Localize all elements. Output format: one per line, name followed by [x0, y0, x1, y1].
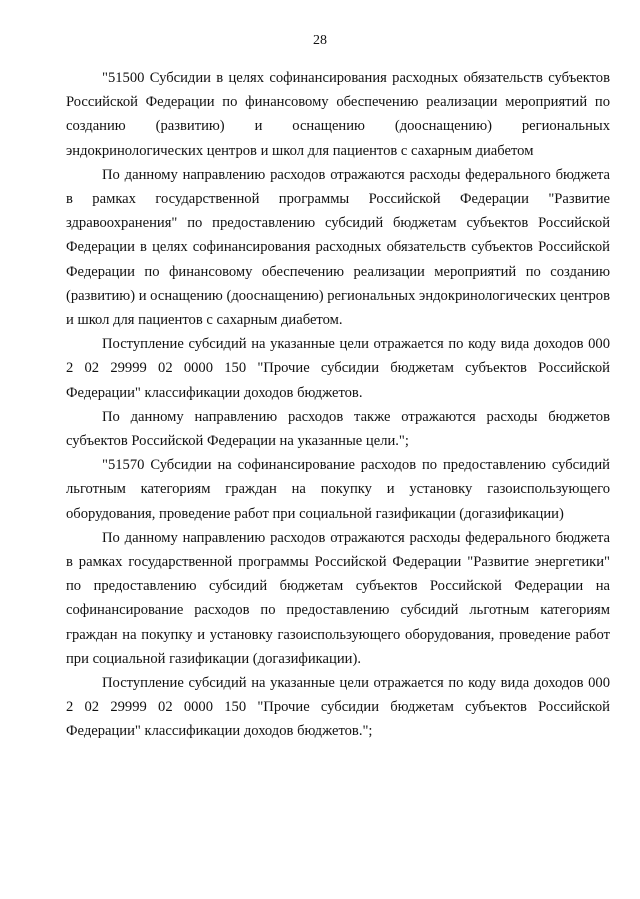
paragraph-51500-title: "51500 Субсидии в целях софинансирования расходных обязательств субъектов Российской Федерации по финансовому обеспечению реализации мероприятий по созданию (развитию) и оснащению (дооснащению) региональных эндокринологических центров и школ для пациентов с сахарным диабетом [66, 70, 610, 159]
page-number: 28 [313, 33, 327, 48]
paragraph-51500-description: По данному направлению расходов отражаются расходы федерального бюджета в рамках государственной программы Российской Федерации "Развитие здравоохранения" по предоставлению субсидий бюджетам субъектов Российской Федерации в целях софинансирования расходных обязательств субъектов Российской Федерации по финансовому обеспечению реализации мероприятий по созданию (развитию) и оснащению (дооснащению) региональных эндокринологических центров и школ для пациентов с сахарным диабетом. [66, 166, 610, 329]
paragraph-51570-description: По данному направлению расходов отражаются расходы федерального бюджета в рамках государственной программы Российской Федерации "Развитие энергетики" по предоставлению субсидий бюджетам субъектов Российской Федерации на софинансирование расходов по предоставлению субсидий льготным категориям граждан на покупку и установку газоиспользующего оборудования, проведение работ при социальной газификации (догазификации). [66, 529, 610, 667]
paragraph-51570-title: "51570 Субсидии на софинансирование расходов по предоставлению субсидий льготным категориям граждан на покупку и установку газоиспользующего оборудования, проведение работ при социальной газификации (догазификации) [66, 457, 610, 522]
document-body [66, 66, 610, 744]
paragraph-51500-income-code: Поступление субсидий на указанные цели отражается по коду вида доходов 000 2 02 29999 02 0000 150 "Прочие субсидии бюджетам субъектов Российской Федерации" классификации доходов бюджетов. [66, 336, 610, 401]
paragraph-51570-income-code: Поступление субсидий на указанные цели отражается по коду вида доходов 000 2 02 29999 02 0000 150 "Прочие субсидии бюджетам субъектов Российской Федерации" классификации доходов бюджетов."; [66, 675, 610, 740]
paragraph-51500-regional-expenses: По данному направлению расходов также отражаются расходы бюджетов субъектов Российской Федерации на указанные цели."; [66, 408, 610, 450]
